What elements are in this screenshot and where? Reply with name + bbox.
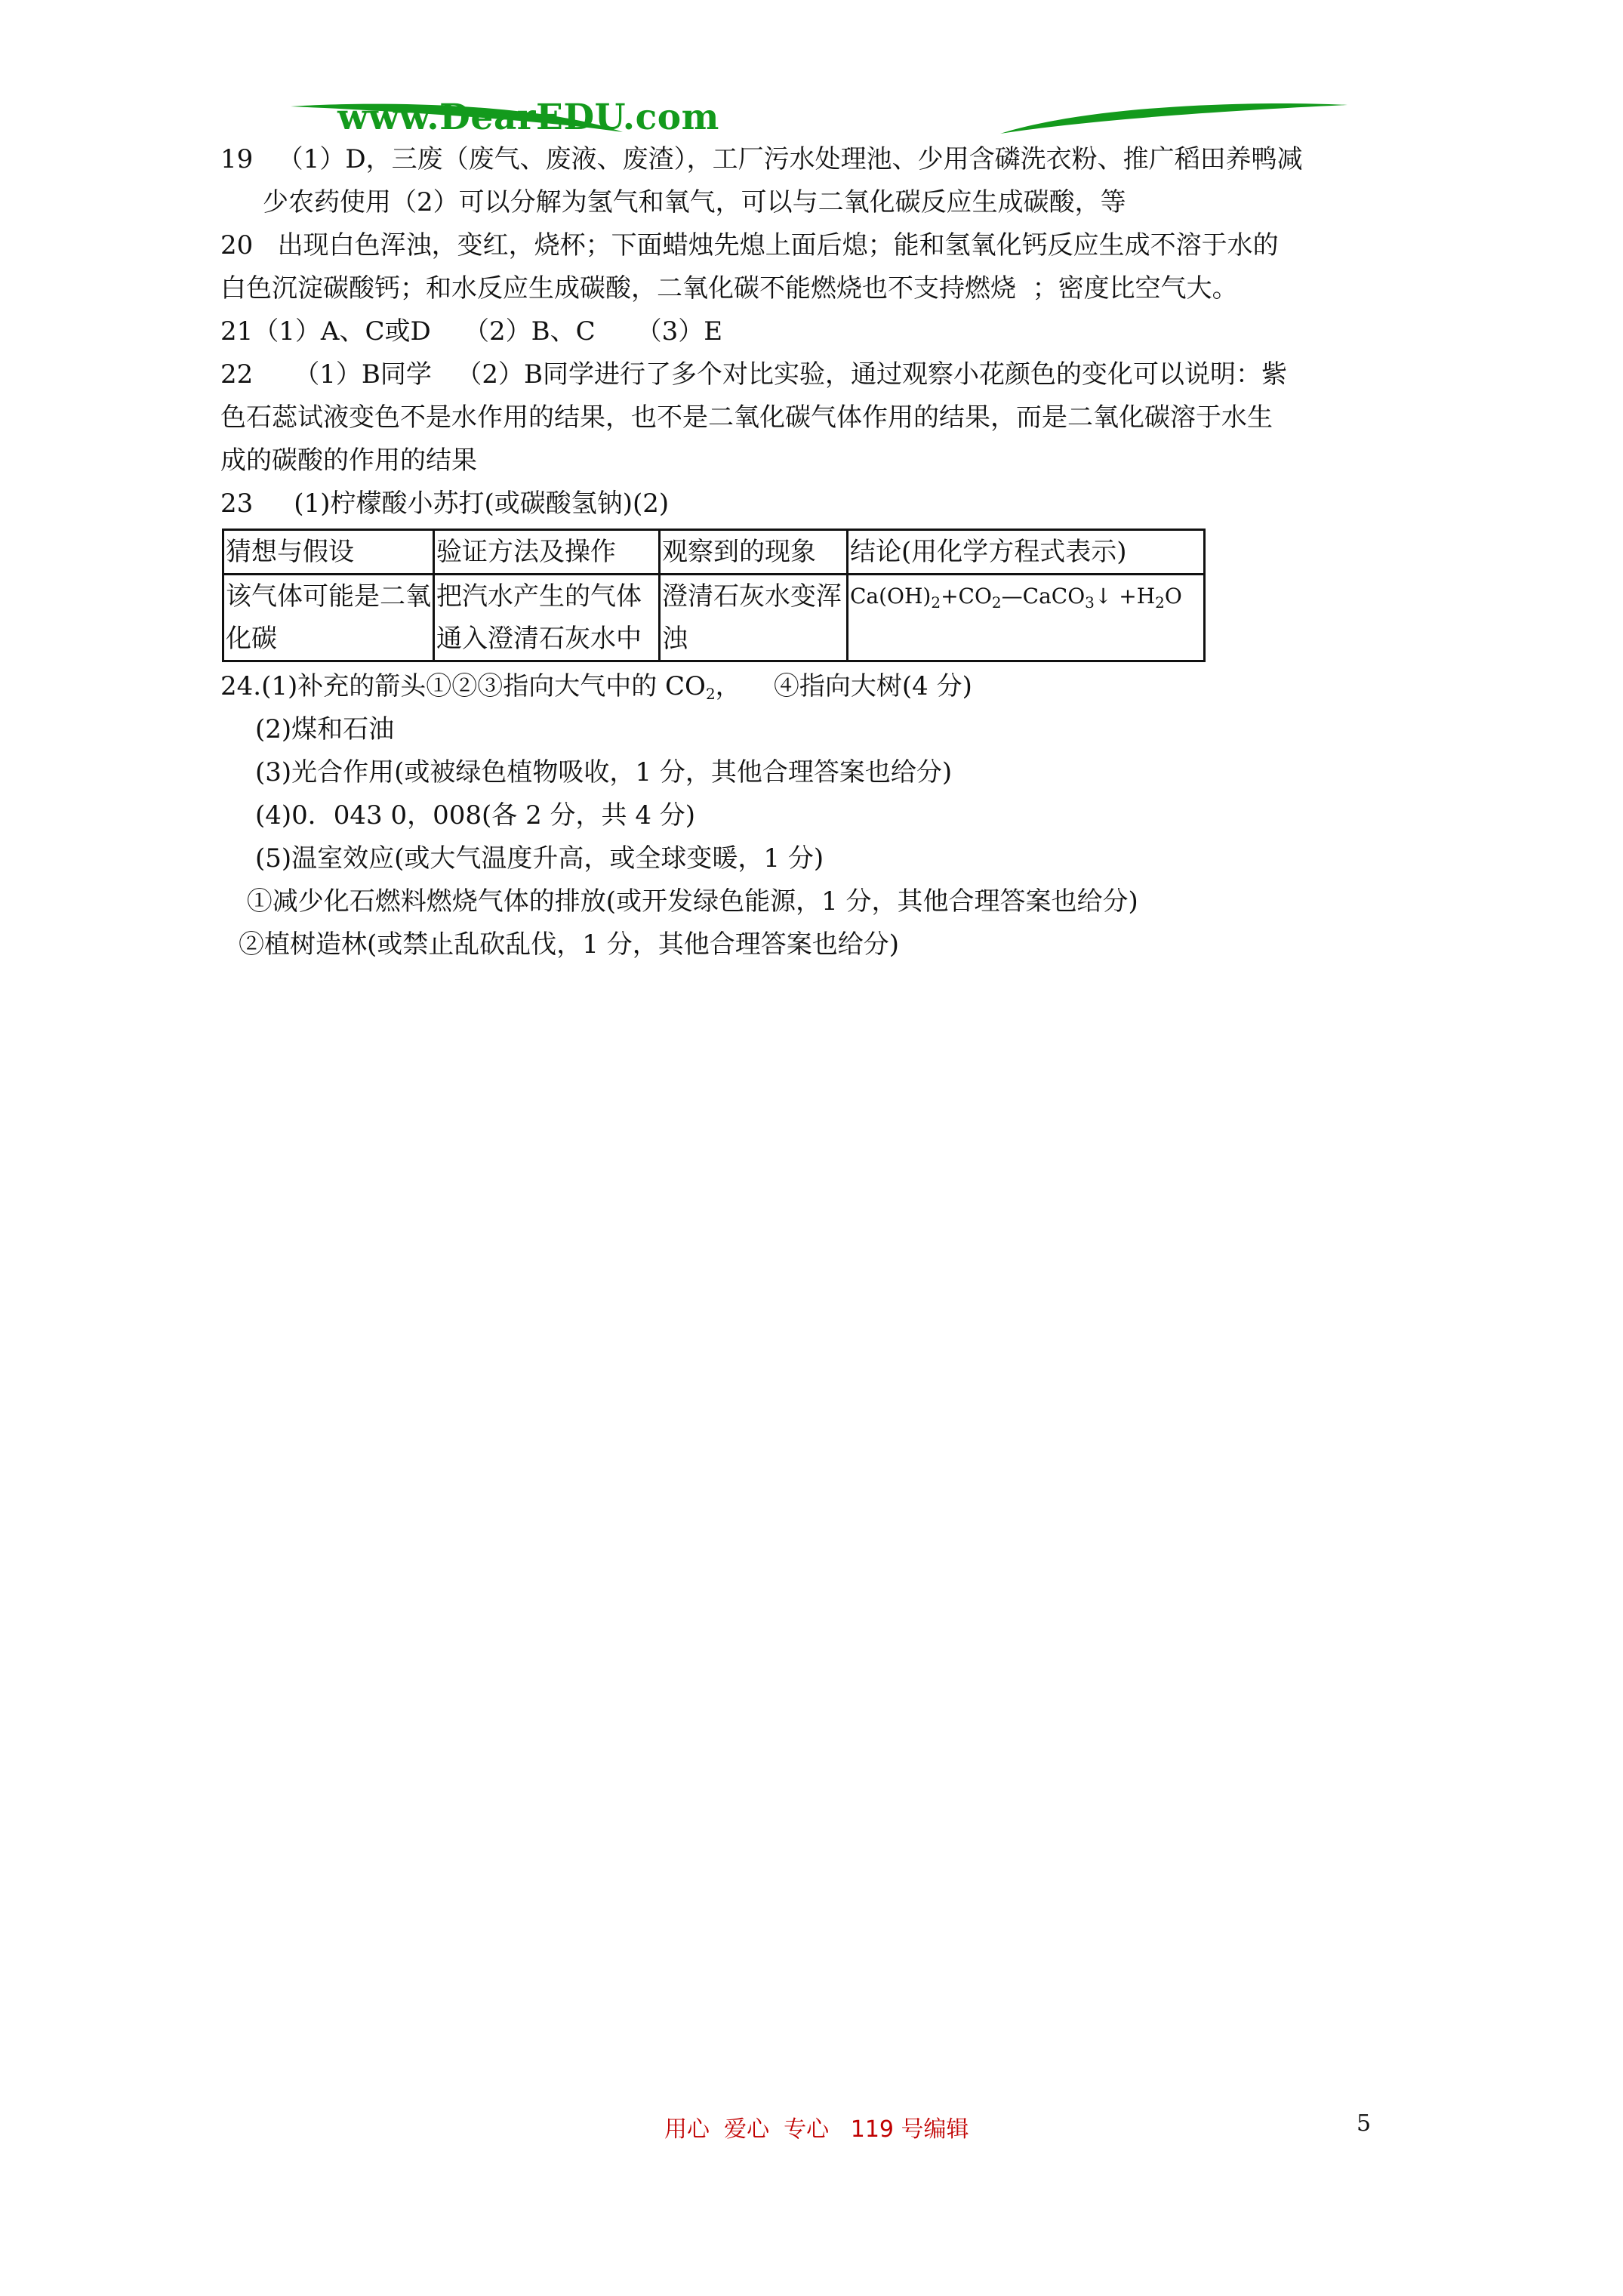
table-header-row xyxy=(223,530,1205,575)
header-cell-hypothesis: 猜想与假设 xyxy=(223,530,434,575)
answer-24-part-1: 24.(1)补充的箭头①②③指向大气中的 $CO_2$， ④指向大树(4 分) xyxy=(220,671,972,703)
answer-24-part-3: (3)光合作用(或被绿色植物吸收，1 分，其他合理答案也给分) xyxy=(255,757,953,787)
cell-method: 把汽水产生的气体通入澄清石灰水中 xyxy=(434,575,660,661)
answer-21: 21（1）A、C或D （2）B、C （3）E xyxy=(220,316,723,347)
answer-24-part-5: (5)温室效应(或大气温度升高，或全球变暖，1 分) xyxy=(255,843,824,874)
page-number: 5 xyxy=(1357,2110,1372,2137)
answer-20-line-2: 白色沉淀碳酸钙；和水反应生成碳酸，二氧化碳不能燃烧也不支持燃烧 ；密度比空气大。 xyxy=(220,273,1238,304)
answer-20-line-1: 20 出现白色浑浊，变红，烧杯；下面蜡烛先熄上面后熄；能和氢氧化钙反应生成不溶于水的 xyxy=(220,230,1279,260)
answer-23: 23 (1)柠檬酸小苏打(或碳酸氢钠)(2) xyxy=(220,488,670,519)
answer-24-measure-2: ②植树造林(或禁止乱砍乱伐，1 分，其他合理答案也给分) xyxy=(239,929,899,960)
answer-19-line-2: 少农药使用（2）可以分解为氢气和氧气，可以与二氧化碳反应生成碳酸，等 xyxy=(263,187,1126,217)
cell-observation: 澄清石灰水变浑浊 xyxy=(660,575,848,661)
answer-22-line-3: 成的碳酸的作用的结果 xyxy=(220,445,477,476)
right-swoosh xyxy=(1000,103,1347,134)
answer-23-table xyxy=(222,529,1206,662)
header-cell-observation: 观察到的现象 xyxy=(660,530,848,575)
answer-19-line-1: 19 （1）D，三废（废气、废液、废渣），工厂污水处理池、少用含磷洗衣粉、推广稻田养鸭减 xyxy=(220,144,1303,174)
header-cell-conclusion: 结论(用化学方程式表示) xyxy=(848,530,1205,575)
table-row xyxy=(223,575,1205,661)
footer-editor-note: 用心 爱心 专心 119 号编辑 xyxy=(664,2116,969,2143)
cell-equation: $Ca(OH)_2+CO_2—CaCO_3↓ +H_2O$ xyxy=(848,575,1205,661)
answer-24-measure-1: ①减少化石燃料燃烧气体的排放(或开发绿色能源，1 分，其他合理答案也给分) xyxy=(239,886,1138,917)
answer-content xyxy=(220,138,1421,966)
site-logo-text: www.DearEDU.com xyxy=(337,97,719,138)
answer-22-line-2: 色石蕊试液变色不是水作用的结果，也不是二氧化碳气体作用的结果，而是二氧化碳溶于水生 xyxy=(220,402,1273,433)
cell-hypothesis: 该气体可能是二氧化碳 xyxy=(223,575,434,661)
answer-22-line-1: 22 （1）B同学 （2）B同学进行了多个对比实验，通过观察小花颜色的变化可以说明：紫 xyxy=(220,359,1287,390)
header-cell-method: 验证方法及操作 xyxy=(434,530,660,575)
answer-24-part-2: (2)煤和石油 xyxy=(255,714,395,744)
answer-24-part-4: (4)0．043 0，008(各 2 分，共 4 分) xyxy=(255,800,696,831)
